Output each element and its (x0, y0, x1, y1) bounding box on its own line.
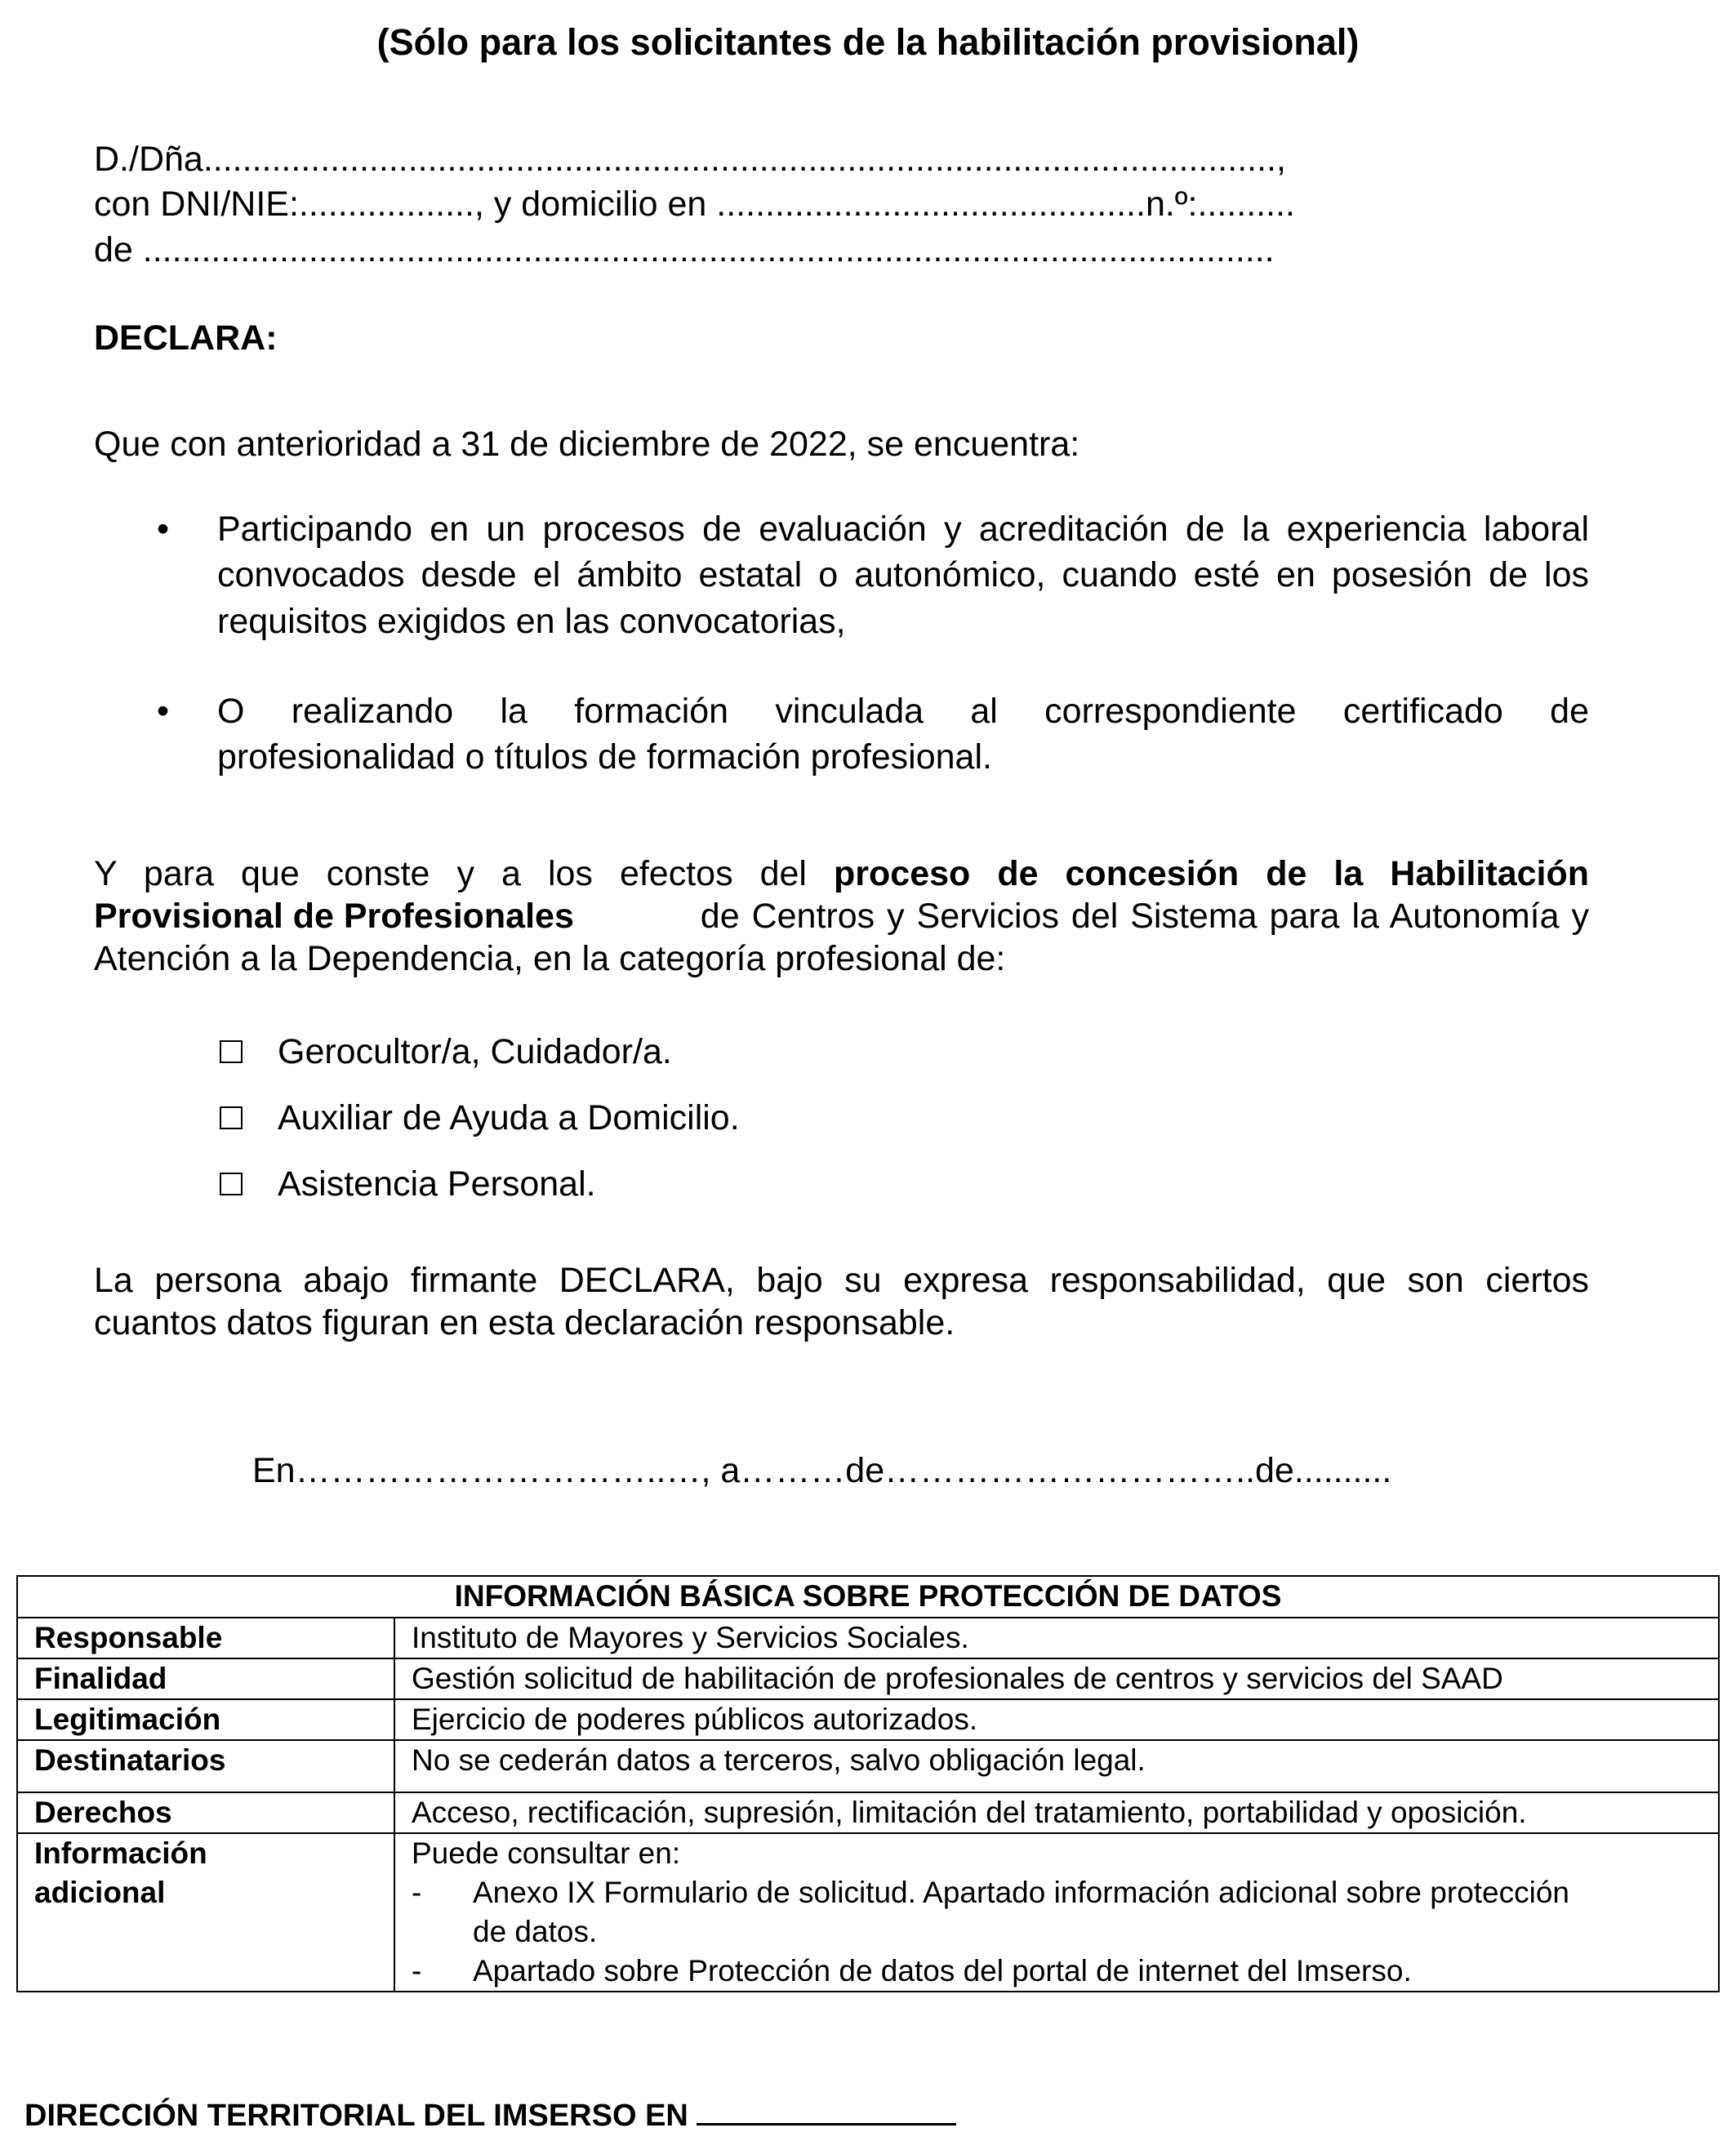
label-line: adicional (34, 1876, 166, 1909)
locality-field-line[interactable]: de .................................................................................................................... (94, 230, 1275, 269)
territory-blank-field[interactable] (697, 2090, 956, 2126)
additional-item-text: Apartado sobre Protección de datos del portal de internet del Imserso. (473, 1954, 1412, 1988)
checkbox-icon[interactable] (220, 1173, 243, 1195)
effects-paragraph-line3: Atención a la Dependencia, en la categoría profesional de: (94, 939, 1006, 978)
effects-bold-text: Provisional de Profesionales (94, 897, 574, 936)
category-label: Asistencia Personal. (278, 1164, 596, 1204)
dni-address-field-line[interactable]: con DNI/NIE:.................., y domicilio en ............................................n.º:.......... (94, 185, 1295, 224)
effects-paragraph-line2 (94, 893, 1589, 939)
document-title: (Sólo para los solicitantes de la habilitación provisional) (376, 21, 1360, 63)
effects-text: Y para que conste y a los efectos del (94, 854, 835, 893)
table-heading: INFORMACIÓN BÁSICA SOBRE PROTECCIÓN DE DATOS (17, 1576, 1719, 1618)
bullet-line: convocados desde el ámbito estatal o autonómico, cuando esté en posesión de los (217, 555, 1589, 594)
category-label: Gerocultor/a, Cuidador/a. (278, 1032, 672, 1071)
intro-text: Que con anterioridad a 31 de diciembre de 2022, se encuentra: (94, 425, 1080, 464)
label-line: Información (34, 1836, 207, 1870)
row-value (394, 1833, 1719, 1992)
additional-item-text: de datos. (473, 1915, 598, 1948)
row-label (17, 1833, 394, 1992)
row-label: Legitimación (17, 1699, 394, 1740)
bullet-line: requisitos exigidos en las convocatorias, (217, 602, 846, 641)
bullet-line: Participando en un procesos de evaluación y acreditación de la experiencia laboral (217, 510, 1589, 549)
responsibility-line: La persona abajo firmante DECLARA, bajo su expresa responsabilidad, que son ciertos (94, 1261, 1589, 1300)
row-value: No se cederán datos a terceros, salvo obligación legal. (394, 1740, 1719, 1792)
row-value: Gestión solicitud de habilitación de profesionales de centros y servicios del SAAD (394, 1658, 1719, 1699)
name-field-line[interactable]: D./Dña.............................................................................................................., (94, 140, 1286, 179)
additional-item-text: Anexo IX Formulario de solicitud. Apartado información adicional sobre protección (473, 1876, 1570, 1909)
row-label: Destinatarios (17, 1740, 394, 1792)
declara-heading: DECLARA: (94, 318, 278, 358)
effects-paragraph-line1 (94, 851, 1589, 897)
bullet-line: profesionalidad o títulos de formación profesional. (217, 737, 992, 777)
responsibility-line: cuantos datos figuran en esta declaración responsable. (94, 1303, 955, 1342)
effects-text: de Centros y Servicios del Sistema para la Autonomía y (688, 897, 1589, 936)
footer-territorial-direction (24, 2090, 956, 2139)
table-row (17, 1740, 1719, 1792)
table-row (17, 1658, 1719, 1699)
row-label: Finalidad (17, 1658, 394, 1699)
row-label: Derechos (17, 1792, 394, 1833)
checkbox-icon[interactable] (220, 1106, 243, 1129)
bullet-icon: • (157, 510, 170, 549)
additional-item (412, 1873, 1718, 1952)
additional-intro: Puede consultar en: (412, 1836, 681, 1870)
footer-text: DIRECCIÓN TERRITORIAL DEL IMSERSO EN (24, 2099, 688, 2133)
checkbox-icon[interactable] (220, 1040, 243, 1063)
additional-item (412, 1952, 1718, 1991)
table-row (17, 1792, 1719, 1833)
table-row (17, 1618, 1719, 1658)
table-row (17, 1833, 1719, 1992)
effects-bold-text: proceso de concesión de la Habilitación (834, 854, 1589, 893)
row-label: Responsable (17, 1618, 394, 1658)
place-date-field[interactable]: En…………………………..…, a………de…………………………..de.......... (252, 1451, 1392, 1490)
data-protection-table (16, 1575, 1720, 1992)
category-label: Auxiliar de Ayuda a Domicilio. (278, 1098, 740, 1137)
row-value: Acceso, rectificación, supresión, limitación del tratamiento, portabilidad y oposición. (394, 1792, 1719, 1833)
bullet-line: O realizando la formación vinculada al correspondiente certificado de (217, 692, 1589, 731)
bullet-icon: • (157, 692, 170, 731)
dash-icon: - (412, 1954, 422, 1988)
row-value: Ejercicio de poderes públicos autorizados. (394, 1699, 1719, 1740)
table-row (17, 1699, 1719, 1740)
dash-icon: - (412, 1876, 422, 1909)
row-value: Instituto de Mayores y Servicios Sociales. (394, 1618, 1719, 1658)
